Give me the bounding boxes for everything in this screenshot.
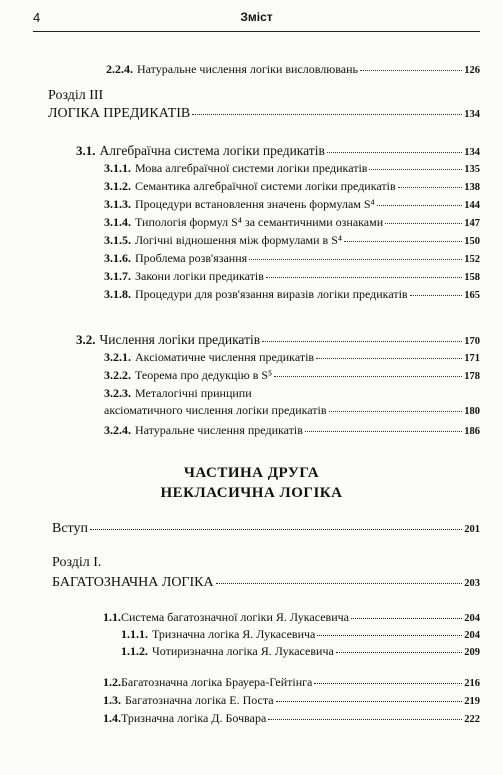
- entry-page: 134: [464, 147, 480, 158]
- toc-entry[interactable]: [104, 215, 480, 230]
- entry-title: Числення логіки предикатів: [99, 332, 261, 347]
- entry-number: 3.2.3.: [104, 386, 131, 400]
- entry-number: 1.1.2.: [121, 644, 148, 658]
- toc-entry[interactable]: [103, 711, 480, 726]
- entry-number: 3.1.8.: [104, 287, 131, 301]
- toc-entry[interactable]: [104, 233, 480, 248]
- entry-title: Вступ: [52, 521, 88, 536]
- entry-number: 1.4.: [103, 711, 121, 725]
- entry-number: 3.1.4.: [104, 215, 131, 229]
- toc-entry[interactable]: [121, 644, 480, 659]
- entry-title-line1: Металогічні принципи: [135, 386, 252, 400]
- entry-page: 178: [464, 371, 480, 382]
- entry-number: 3.2.4.: [104, 423, 131, 437]
- toc-entry[interactable]: [106, 62, 480, 77]
- entry-title: Багатозначна логіка Брауера-Гейтінга: [121, 675, 313, 689]
- toc-entry[interactable]: [121, 627, 480, 642]
- entry-title: Закони логіки предикатів: [135, 269, 264, 283]
- section-title: ЛОГІКА ПРЕДИКАТІВ: [48, 106, 191, 121]
- toc-section-entry[interactable]: [52, 575, 480, 591]
- entry-title: Багатозначна логіка Е. Поста: [125, 693, 274, 707]
- entry-number: 3.1.1.: [104, 161, 131, 175]
- entry-number: 3.2.2.: [104, 368, 131, 382]
- entry-number: 3.1.3.: [104, 197, 131, 211]
- entry-title: Процедури для розв'язання виразів логіки предикатів: [135, 287, 408, 301]
- toc-entry[interactable]: [104, 251, 480, 266]
- toc-entry[interactable]: [104, 350, 480, 365]
- leader-dots: [266, 277, 462, 278]
- entry-page: 165: [464, 290, 480, 301]
- toc-entry[interactable]: [104, 287, 480, 302]
- leader-dots: [410, 295, 463, 296]
- entry-page: 219: [464, 696, 480, 707]
- section-label: Розділ III: [48, 88, 104, 103]
- leader-dots: [274, 376, 462, 377]
- entry-number: 1.3.: [103, 693, 121, 707]
- entry-title: Натуральне числення логіки висловлювань: [137, 62, 358, 76]
- entry-title: Натуральне числення предикатів: [135, 423, 303, 437]
- leader-dots: [377, 205, 463, 206]
- entry-number: 1.2.: [103, 675, 121, 689]
- entry-page: 126: [464, 65, 480, 76]
- entry-title: Чотиризначна логіка Я. Лукасевича: [152, 644, 334, 658]
- entry-number: 3.1.: [76, 143, 96, 158]
- entry-page: 204: [464, 613, 480, 624]
- entry-number: 3.1.5.: [104, 233, 131, 247]
- toc-entry[interactable]: [104, 269, 480, 284]
- entry-title: Логічні відношення між формулами в S⁴: [135, 233, 343, 247]
- leader-dots: [192, 114, 462, 115]
- toc-section-entry[interactable]: [48, 106, 480, 122]
- leader-dots: [369, 169, 462, 170]
- entry-title: Типологія формул S⁴ за семантичними ознаками: [135, 215, 384, 229]
- toc-entry-multiline[interactable]: [104, 386, 480, 401]
- entry-number: 3.2.: [76, 332, 96, 347]
- leader-dots: [344, 241, 462, 242]
- section-label: Розділ І.: [52, 555, 102, 570]
- entry-title: Семантика алгебраїчної системи логіки предикатів: [135, 179, 396, 193]
- header-rule: [33, 31, 480, 32]
- leader-dots: [351, 618, 462, 619]
- page-header: [33, 10, 480, 30]
- entry-page: 158: [464, 272, 480, 283]
- part-heading-line1: ЧАСТИНА ДРУГА: [183, 465, 320, 481]
- toc-entry[interactable]: [103, 675, 480, 690]
- running-title: Зміст: [240, 10, 273, 24]
- entry-page: 201: [464, 524, 480, 535]
- entry-title: Теорема про дедукцію в S⁵: [135, 368, 273, 382]
- entry-title: Проблема розв'язання: [135, 251, 248, 265]
- toc-entry-continuation[interactable]: [104, 403, 480, 418]
- toc-entry[interactable]: [104, 368, 480, 383]
- entry-page: 152: [464, 254, 480, 265]
- toc-entry[interactable]: [104, 197, 480, 212]
- entry-page: 144: [464, 200, 480, 211]
- entry-title: Тризначна логіка Д. Бочвара: [121, 711, 267, 725]
- leader-dots: [398, 187, 463, 188]
- entry-number: 3.2.1.: [104, 350, 131, 364]
- toc-entry[interactable]: [76, 332, 480, 348]
- toc-entry[interactable]: [104, 161, 480, 176]
- leader-dots: [216, 583, 463, 584]
- entry-title: Система багатозначної логіки Я. Лукасевича: [121, 610, 349, 624]
- leader-dots: [276, 701, 463, 702]
- toc-intro-entry[interactable]: [52, 521, 480, 537]
- entry-number: 1.1.: [103, 610, 121, 624]
- entry-number: 2.2.4.: [106, 62, 133, 76]
- entry-number: 3.1.6.: [104, 251, 131, 265]
- toc-entry[interactable]: [104, 179, 480, 194]
- entry-title: Алгебраїчна система логіки предикатів: [99, 143, 325, 158]
- toc-entry[interactable]: [104, 423, 480, 438]
- entry-title: Мова алгебраїчної системи логіки предикатів: [135, 161, 368, 175]
- entry-title-line2: аксіоматичного числення логіки предикатів: [104, 403, 327, 417]
- entry-page: 204: [464, 630, 480, 641]
- entry-page: 147: [464, 218, 480, 229]
- entry-page: 203: [464, 578, 480, 589]
- toc-entry[interactable]: [103, 610, 480, 625]
- entry-page: 138: [464, 182, 480, 193]
- entry-page: 216: [464, 678, 480, 689]
- leader-dots: [385, 223, 462, 224]
- part-heading-line2: НЕКЛАСИЧНА ЛОГІКА: [160, 485, 343, 501]
- entry-page: 150: [464, 236, 480, 247]
- entry-page: 170: [464, 336, 480, 347]
- entry-page: 180: [464, 406, 480, 417]
- leader-dots: [329, 411, 463, 412]
- leader-dots: [268, 719, 462, 720]
- section-title: БАГАТОЗНАЧНА ЛОГІКА: [52, 575, 214, 590]
- leader-dots: [317, 635, 462, 636]
- entry-title: Процедури встановлення значень формулам S⁴: [135, 197, 375, 211]
- leader-dots: [336, 652, 462, 653]
- leader-dots: [360, 70, 462, 71]
- leader-dots: [262, 341, 462, 342]
- leader-dots: [249, 259, 462, 260]
- leader-dots: [316, 358, 462, 359]
- entry-page: 134: [464, 109, 480, 120]
- entry-number: 1.1.1.: [121, 627, 148, 641]
- toc-entry[interactable]: [76, 143, 480, 159]
- entry-number: 3.1.2.: [104, 179, 131, 193]
- entry-number: 3.1.7.: [104, 269, 131, 283]
- toc-entry[interactable]: [103, 693, 480, 708]
- entry-title: Тризначна логіка Я. Лукасевича: [152, 627, 316, 641]
- entry-page: 222: [464, 714, 480, 725]
- entry-page: 135: [464, 164, 480, 175]
- leader-dots: [90, 529, 462, 530]
- entry-page: 209: [464, 647, 480, 658]
- leader-dots: [305, 431, 462, 432]
- entry-page: 171: [464, 353, 480, 364]
- entry-page: 186: [464, 426, 480, 437]
- entry-title: Аксіоматичне числення предикатів: [135, 350, 315, 364]
- leader-dots: [327, 152, 462, 153]
- page-number: 4: [33, 10, 41, 25]
- leader-dots: [314, 683, 462, 684]
